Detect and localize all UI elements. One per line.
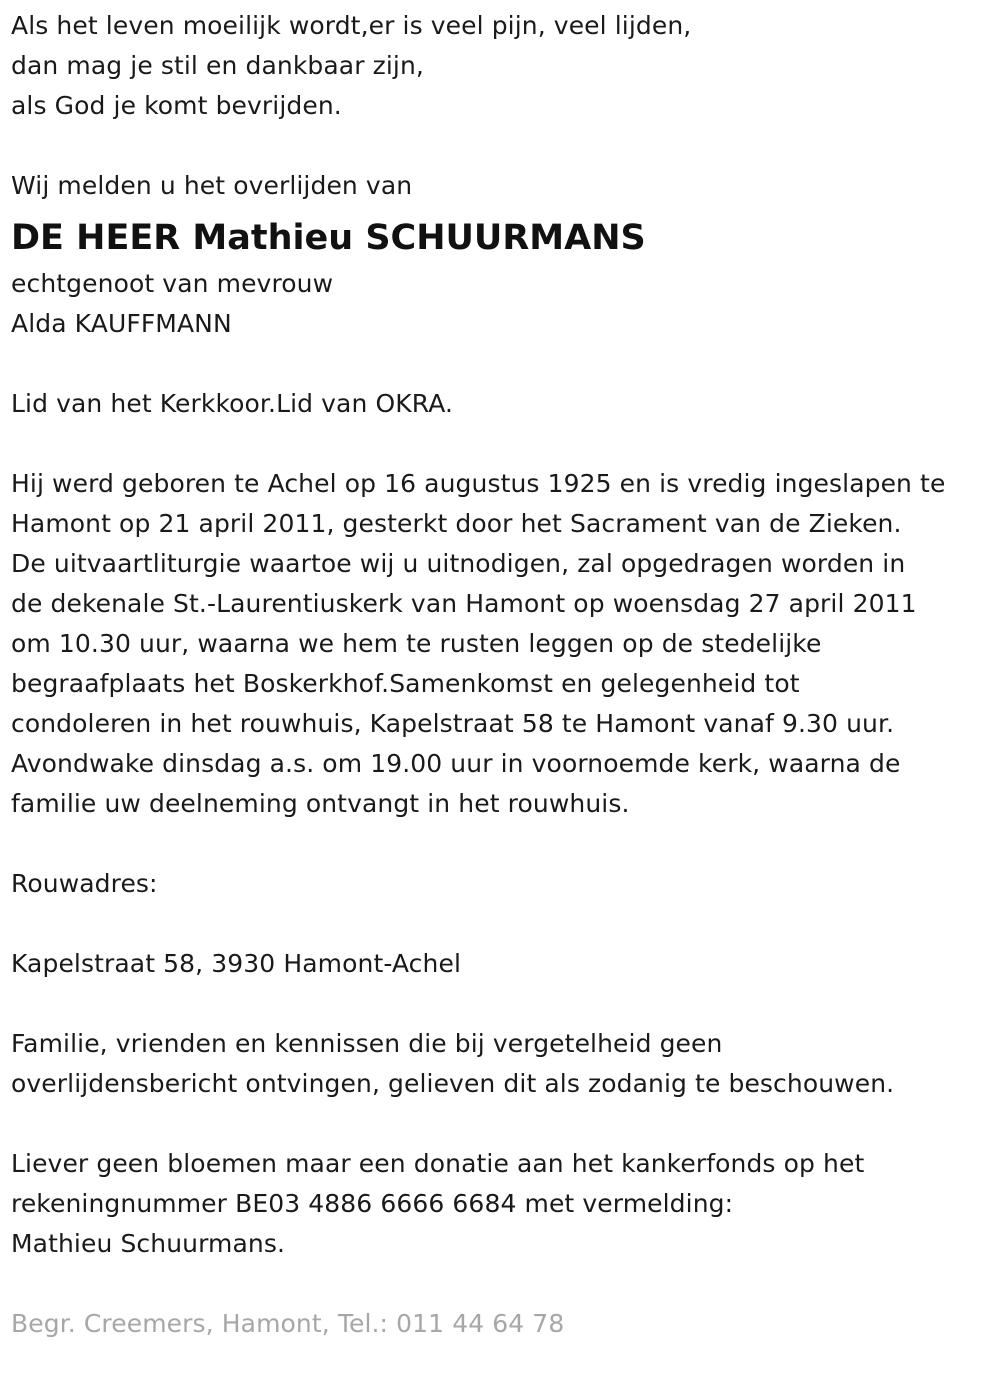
donation-line: Mathieu Schuurmans.: [11, 1229, 286, 1258]
details-line: De uitvaartliturgie waartoe wij u uitnodigen, zal opgedragen worden in: [11, 549, 906, 578]
funeral-home-footer: Begr. Creemers, Hamont, Tel.: 011 44 64 78: [11, 1309, 565, 1338]
poem-line: als God je komt bevrijden.: [11, 91, 342, 120]
details-line: de dekenale St.-Laurentiuskerk van Hamont op woensdag 27 april 2011: [11, 589, 917, 618]
notice-text: [11, 1024, 991, 1104]
obituary-notice: [11, 0, 991, 1344]
spouse-line: Alda KAUFFMANN: [11, 309, 232, 338]
notice-line: Familie, vrienden en kennissen die bij vergetelheid geen: [11, 1029, 723, 1058]
details-line: familie uw deelneming ontvangt in het rouwhuis.: [11, 789, 630, 818]
donation-line: Liever geen bloemen maar een donatie aan het kankerfonds op het: [11, 1149, 865, 1178]
address-label: Rouwadres:: [11, 869, 158, 898]
details-line: Avondwake dinsdag a.s. om 19.00 uur in voornoemde kerk, waarna de: [11, 749, 901, 778]
funeral-details: [11, 464, 991, 824]
mourning-address: Kapelstraat 58, 3930 Hamont-Achel: [11, 949, 462, 978]
spouse-info: [11, 264, 991, 344]
membership-text: Lid van het Kerkkoor.Lid van OKRA.: [11, 389, 453, 418]
details-line: Hij werd geboren te Achel op 16 augustus 1925 en is vredig ingeslapen te: [11, 469, 946, 498]
intro-text: Wij melden u het overlijden van: [11, 171, 413, 200]
details-line: Hamont op 21 april 2011, gesterkt door het Sacrament van de Zieken.: [11, 509, 902, 538]
notice-line: overlijdensbericht ontvingen, gelieven dit als zodanig te beschouwen.: [11, 1069, 895, 1098]
poem-line: Als het leven moeilijk wordt,er is veel pijn, veel lijden,: [11, 11, 692, 40]
poem: [11, 6, 991, 126]
donation-line: rekeningnummer BE03 4886 6666 6684 met vermelding:: [11, 1189, 734, 1218]
deceased-name: DE HEER Mathieu SCHUURMANS: [11, 218, 646, 258]
details-line: condoleren in het rouwhuis, Kapelstraat 58 te Hamont vanaf 9.30 uur.: [11, 709, 895, 738]
details-line: begraafplaats het Boskerkhof.Samenkomst en gelegenheid tot: [11, 669, 800, 698]
donation-text: [11, 1144, 991, 1264]
details-line: om 10.30 uur, waarna we hem te rusten leggen op de stedelijke: [11, 629, 822, 658]
spouse-line: echtgenoot van mevrouw: [11, 269, 334, 298]
poem-line: dan mag je stil en dankbaar zijn,: [11, 51, 424, 80]
